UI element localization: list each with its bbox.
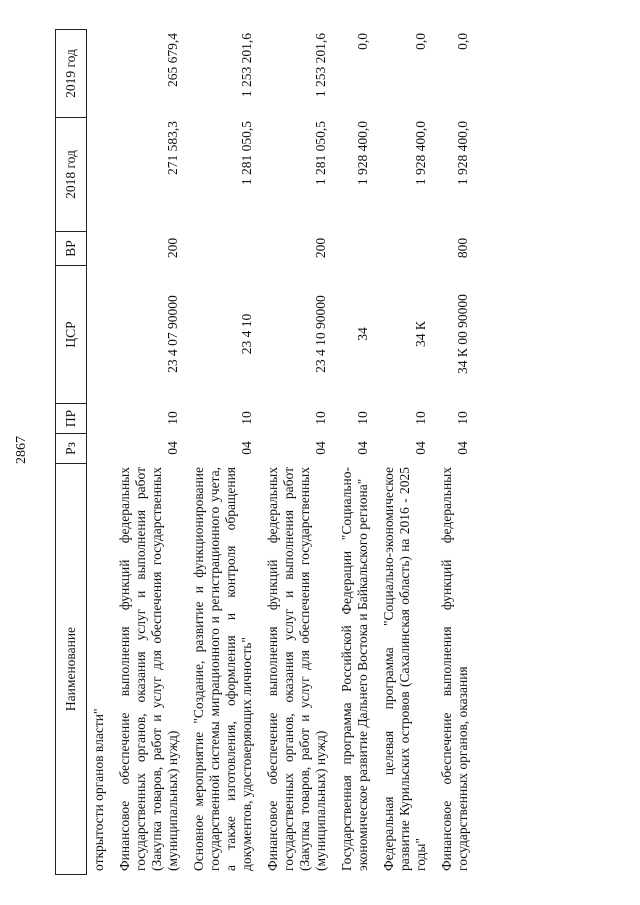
row-rz: 04 xyxy=(165,441,180,455)
row-2018: 271 583,3 xyxy=(165,121,180,175)
row-pr: 10 xyxy=(355,411,370,425)
row-2019: 1 253 201,6 xyxy=(239,33,254,98)
row-vr xyxy=(103,231,109,265)
row-2018: 1 928 400,0 xyxy=(413,121,428,186)
row-2018: 1 281 050,5 xyxy=(313,121,328,186)
row-rz: 04 xyxy=(239,441,254,455)
table-row xyxy=(87,29,109,875)
row-csr: 23 4 10 90000 xyxy=(313,295,328,373)
table-row xyxy=(261,29,331,875)
table-header xyxy=(55,29,87,875)
row-vr xyxy=(367,231,373,265)
row-name: Государственная программа Российской Федерации "Социально-экономическое развитие Дальнего Востока и Байкальского региона" xyxy=(339,467,370,871)
row-2018 xyxy=(103,117,109,231)
row-pr xyxy=(103,403,109,433)
row-vr: 200 xyxy=(313,237,328,259)
header-2019: 2019 год xyxy=(55,29,87,117)
row-rz: 04 xyxy=(455,441,470,455)
row-pr: 10 xyxy=(165,411,180,425)
row-pr: 10 xyxy=(455,411,470,425)
header-pr: ПР xyxy=(55,403,87,433)
row-csr: 34 К 00 90000 xyxy=(455,294,470,374)
row-rz xyxy=(103,433,109,463)
row-vr: 800 xyxy=(455,237,470,259)
row-csr: 34 К xyxy=(413,321,428,347)
header-2018: 2018 год xyxy=(55,117,87,231)
row-vr xyxy=(425,231,431,265)
row-vr xyxy=(251,231,257,265)
row-vr: 200 xyxy=(165,237,180,259)
row-2018: 1 928 400,0 xyxy=(355,121,370,186)
row-name: Финансовое обеспечение выполнения функций федеральных государственных органов, оказания услуг и выполнения работ (Закупка товаров, работ и услуг для обеспечения государственных (муниципальных) нужд) xyxy=(117,467,180,871)
row-csr xyxy=(103,265,109,403)
budget-table xyxy=(55,29,477,875)
table-row xyxy=(377,29,431,875)
row-csr: 23 4 07 90000 xyxy=(165,295,180,373)
row-name: Основное мероприятие "Создание, развитие и функционирование государственной системы миграционного и регистрационного учета, а также изготовления, оформления и контроля обращения документов, удостоверяющих личность" xyxy=(191,467,254,871)
row-2019: 1 253 201,6 xyxy=(313,33,328,98)
row-pr: 10 xyxy=(239,411,254,425)
page-number: 2867 xyxy=(14,436,29,464)
row-rz: 04 xyxy=(313,441,328,455)
row-2019 xyxy=(103,29,109,117)
row-2018: 1 928 400,0 xyxy=(455,121,470,186)
row-csr: 23 4 10 xyxy=(239,313,254,355)
row-2018: 1 281 050,5 xyxy=(239,121,254,186)
header-csr: ЦСР xyxy=(55,265,87,403)
row-rz: 04 xyxy=(413,441,428,455)
row-rz: 04 xyxy=(355,441,370,455)
row-csr: 34 xyxy=(355,327,370,341)
row-2019: 265 679,4 xyxy=(165,33,180,87)
row-2019: 0,0 xyxy=(455,33,470,50)
header-vr: ВР xyxy=(55,231,87,265)
row-pr: 10 xyxy=(413,411,428,425)
row-name: Федеральная целевая программа "Социально-экономическое развитие Курильских островов (Сахалинская область) на 2016 - 2025 годы" xyxy=(381,467,428,871)
row-2019: 0,0 xyxy=(355,33,370,50)
table-row xyxy=(113,29,183,875)
row-name: Финансовое обеспечение выполнения функций федеральных государственных органов, оказания услуг и выполнения работ (Закупка товаров, работ и услуг для обеспечения государственных (муниципальных) нужд) xyxy=(265,467,328,871)
header-rz: Рз xyxy=(55,433,87,463)
row-pr: 10 xyxy=(313,411,328,425)
header-name: Наименование xyxy=(55,463,87,875)
table-row xyxy=(187,29,257,875)
table-row xyxy=(435,29,473,875)
table-row xyxy=(335,29,373,875)
row-name: открытости органов власти" xyxy=(91,708,106,871)
row-name: Финансовое обеспечение выполнения функций федеральных государственных органов, оказания xyxy=(439,467,470,871)
row-2019: 0,0 xyxy=(413,33,428,50)
